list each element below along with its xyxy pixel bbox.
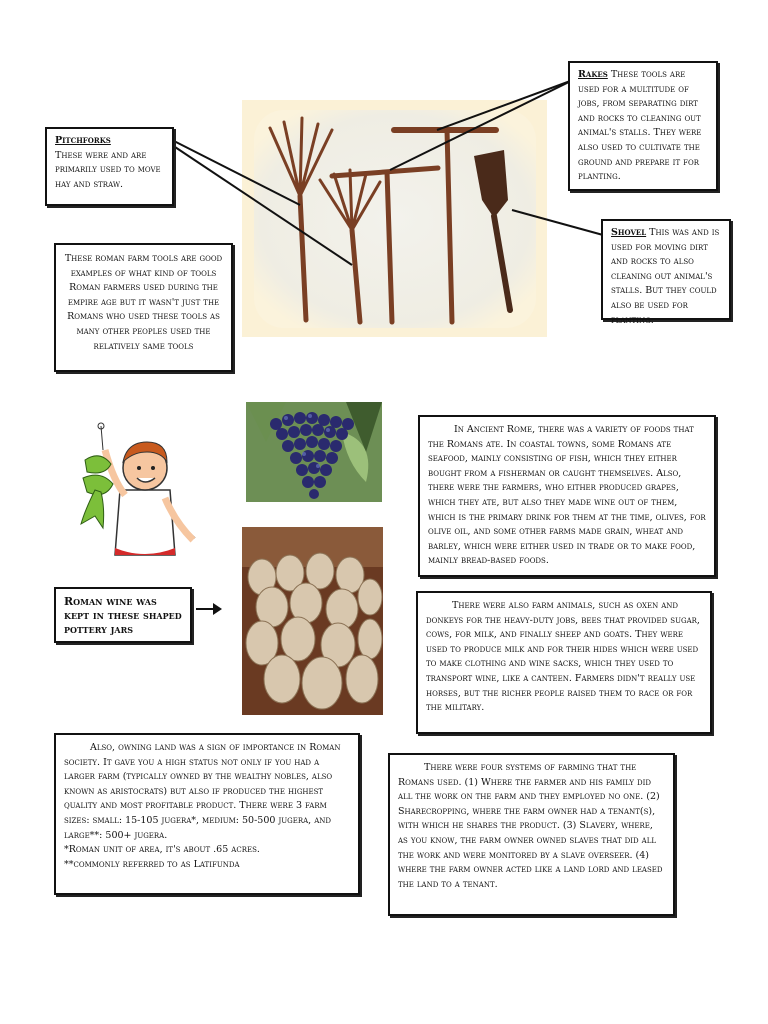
tools-note-text: These roman farm tools are good examples of what kind of tools Roman farmers used during the empire age but it wasn't just the Romans who used these tools as many other peoples used the relatively same tools	[64, 253, 223, 352]
boy-with-fish-illustration	[75, 420, 200, 568]
land-ownership-box	[54, 733, 360, 895]
pitchforks-heading: Pitchforks	[55, 135, 111, 146]
farm-animals-text: There were also farm animals, such as oxen and donkeys for the heavy-duty jobs, bees that provided sugar, cows, for milk, and finally sheep and goats. They were used to produce milk and for their hides which were used to make clothing and wine sacks, which they used to transport wine, like a canteen. Farmers didn't really use horses, but the richer people raised them to race or for the military.	[426, 600, 700, 714]
tools-note	[54, 243, 233, 372]
farming-systems-box	[388, 753, 675, 916]
farming-systems-text: There were four systems of farming that the Romans used. (1) Where the farmer and his family did all the work on the farm and they employed no one. (2) Sharecropping, where the farm owner had a tenant(s), with which he shares the product. (3) Slavery, where, as you know, the farm owner owned slaves that did all the work and were monitored by a slave overseer. (4) where the farm owner acted like a land lord and leased the land to a tenant.	[398, 762, 663, 890]
land-footnote-2: **commonly referred to as Latifunda	[64, 858, 240, 870]
rakes-heading: Rakes	[578, 69, 608, 80]
farm-animals-box	[416, 591, 712, 734]
rakes-callout	[568, 61, 718, 191]
foods-box	[418, 415, 716, 577]
shovel-text: This was and is used for moving dirt and rocks to also cleaning out animal's stalls. But they could also be used for planting.	[611, 227, 720, 326]
shovel-callout	[601, 219, 731, 326]
pitchforks-text: These were and are primarily used to move hay and straw.	[55, 149, 161, 190]
pitchforks-callout	[45, 127, 174, 206]
rakes-text: These tools are used for a multitude of jobs, from separating dirt and rocks to cleaning out animal's stalls. They were also used to cultivate the ground and prepare it for planting.	[578, 69, 702, 183]
wine-caption-text: Roman wine was kept in these shaped pottery jars	[64, 595, 182, 636]
land-paragraph: Also, owning land was a sign of importance in Roman society. It gave you a high status not only if you had a larger farm (typically owned by the wealthy nobles, also known as aristocrats) but also if produced the highest quality and most profitable product. There were 3 farm sizes: small: 15-105 jugera*, medium: 50-500 jugera, and large**: 500+ jugera.	[64, 742, 341, 841]
pottery-jars-photo	[242, 527, 383, 715]
farm-tools-photo	[242, 100, 547, 337]
grapes-photo	[246, 402, 382, 502]
foods-text: In Ancient Rome, there was a variety of foods that the Romans ate. In coastal towns, some Romans ate seafood, mainly consisting of fish, which they either bought from a fisherman or caught themselves. Also, there were the farmers, who either produced grapes, which they ate, but also they made wine out of them, which is the primary drink for them at the time, olives, for olive oil, and some other farms made grain, wheat and barley, which were either used in trade or to make food, mainly bread-based foods.	[428, 424, 706, 567]
land-footnote-1: *Roman unit of area, it's about .65 acres.	[64, 844, 260, 856]
wine-caption	[54, 587, 192, 643]
shovel-heading: Shovel	[611, 227, 647, 238]
